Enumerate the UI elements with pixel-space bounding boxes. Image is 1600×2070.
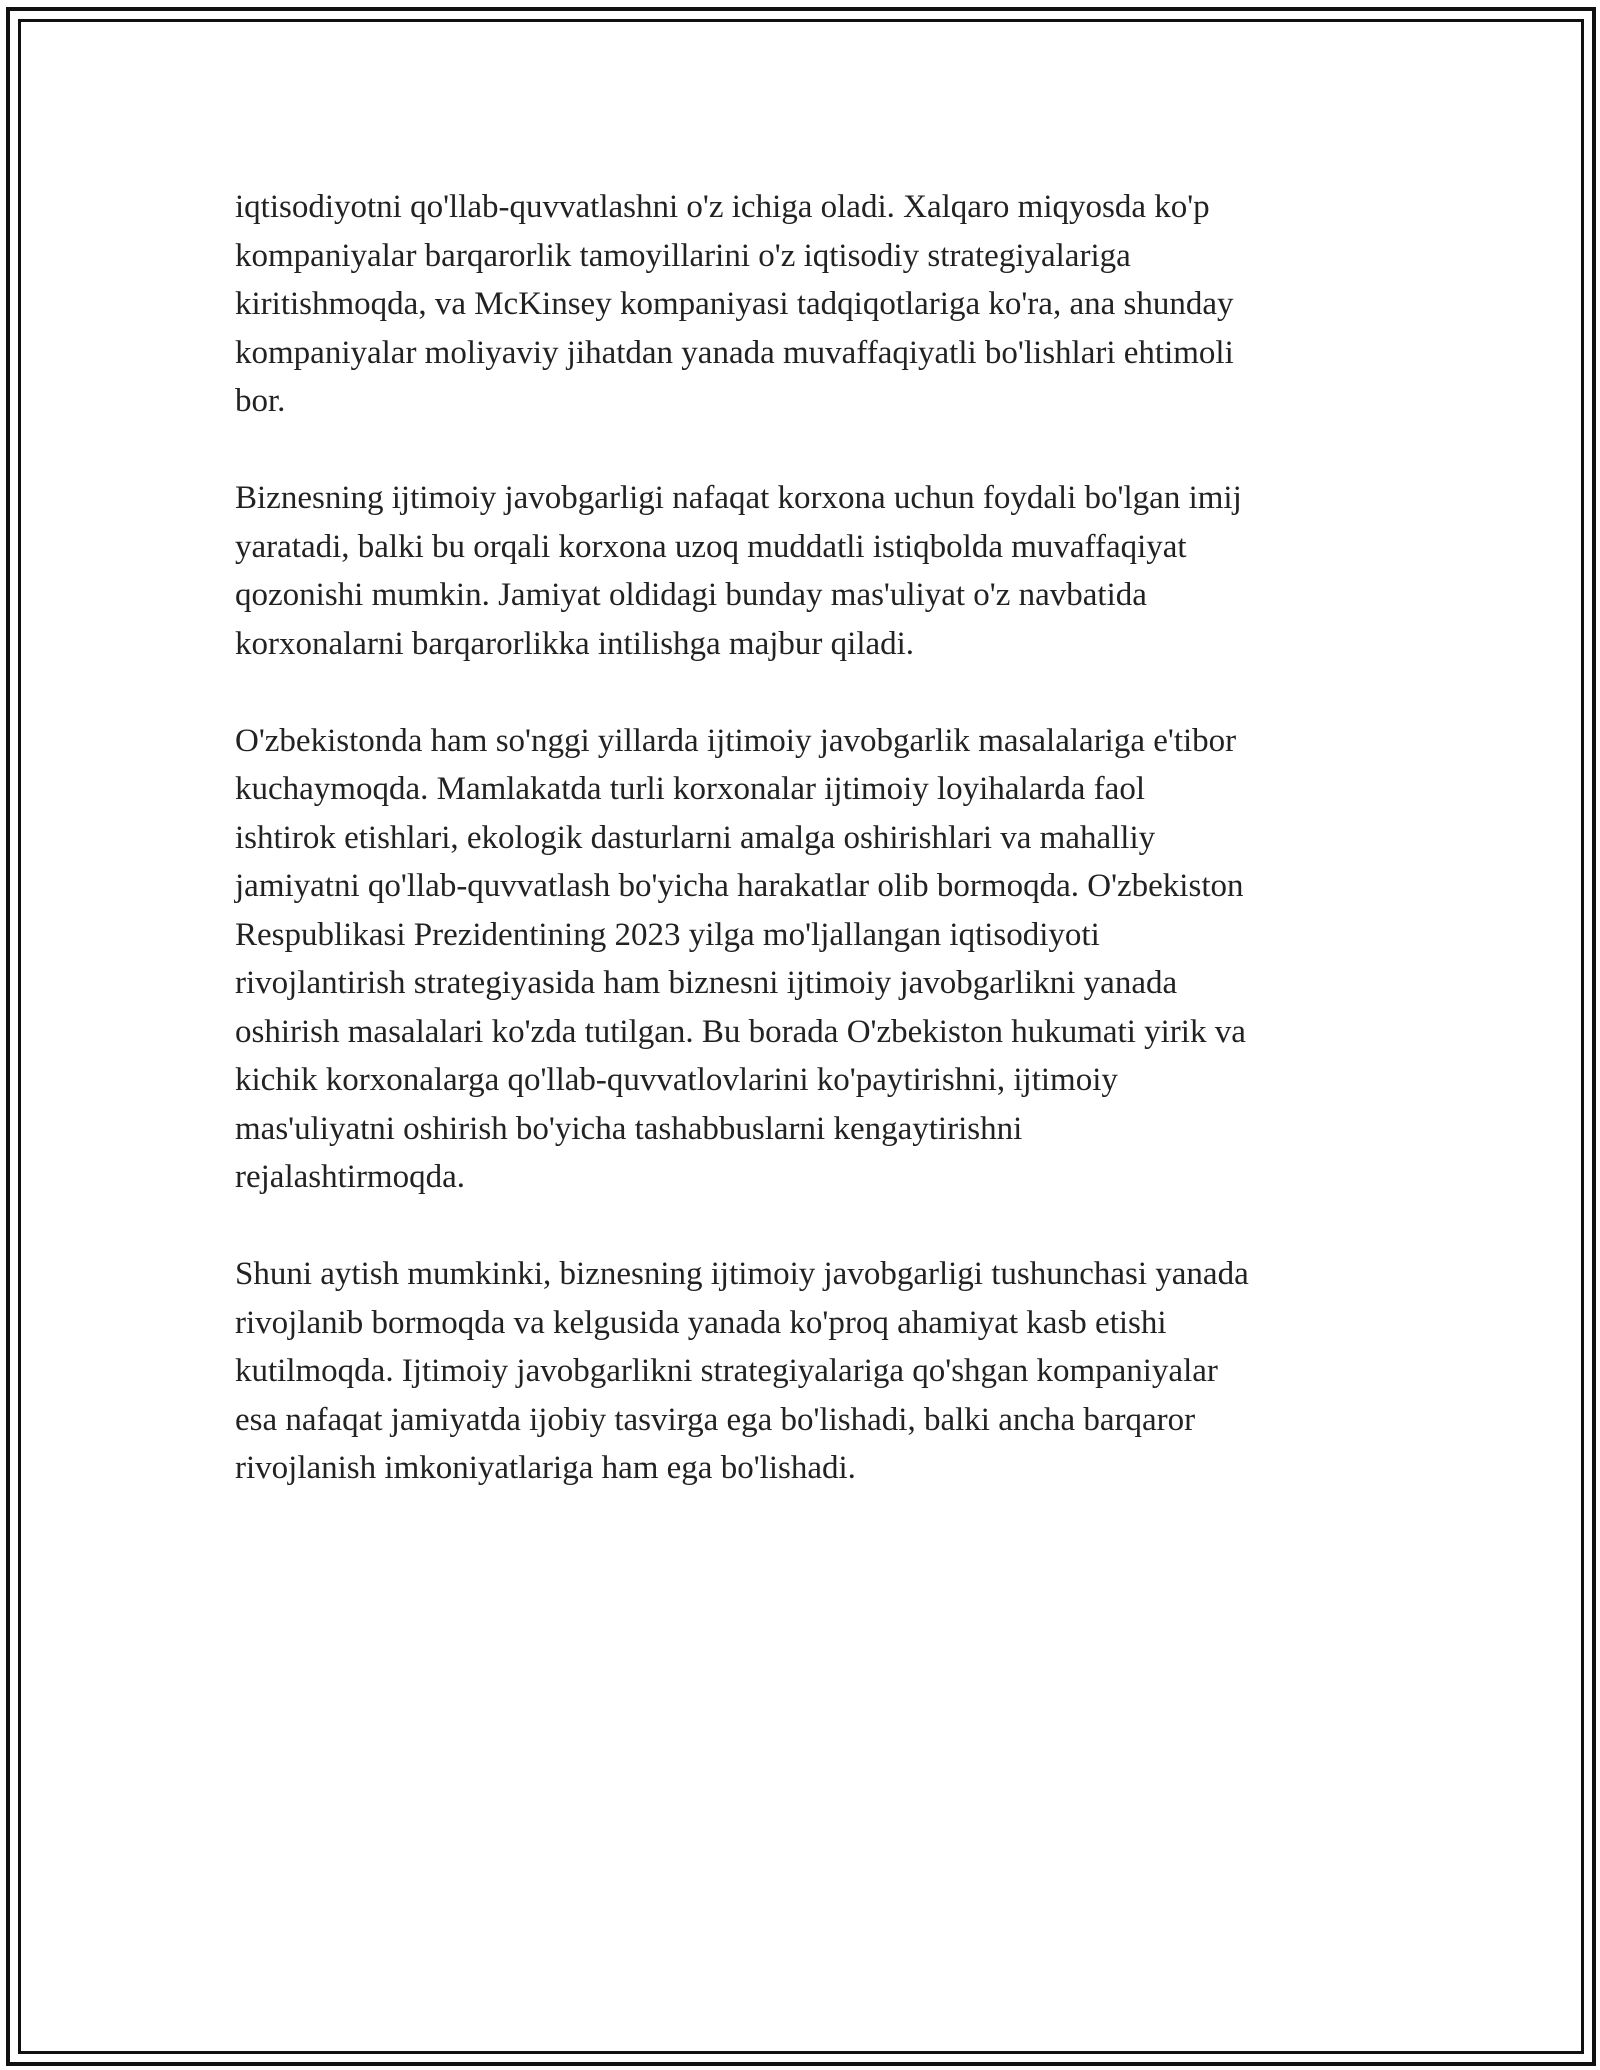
paragraph: iqtisodiyotni qo'llab-quvvatlashni o'z ichiga oladi. Xalqaro miqyosda ko'p kompaniyalar barqarorlik tamoyillarini o'z iqtisodiy strategiyalariga kiritishmoqda, va McKinsey kompaniyasi tadqiqotlariga ko'ra, ana shunday kompaniyalar moliyaviy jihatdan yanada muvaffaqiyatli bo'lishlari ehtimoli bor. (235, 189, 1234, 419)
document-body (235, 183, 1375, 1541)
paragraph: O'zbekistonda ham so'nggi yillarda ijtimoiy javobgarlik masalalariga e'tibor kuchaymoqda. Mamlakatda turli korxonalar ijtimoiy loyihalarda faol ishtirok etishlari, ekologik dasturlarni amalga oshirishlari va mahalliy jamiyatni qo'llab-quvvatlash bo'yicha harakatlar olib bormoqda. O'zbekiston Respublikasi Prezidentining 2023 yilga mo'ljallangan iqtisodiyoti rivojlantirish strategiyasida ham biznesni ijtimoiy javobgarlikni yanada oshirish masalalari ko'zda tutilgan. Bu borada O'zbekiston hukumati yirik va kichik korxonalarga qo'llab-quvvatlovlarini ko'paytirishni, ijtimoiy mas'uliyatni oshirish bo'yicha tashabbuslarni kengaytirishni rejalashtirmoqda. (235, 722, 1246, 1195)
paragraph: Shuni aytish mumkinki, biznesning ijtimoiy javobgarligi tushunchasi yanada rivojlanib bormoqda va kelgusida yanada ko'proq ahamiyat kasb etishi kutilmoqda. Ijtimoiy javobgarlikni strategiyalariga qo'shgan kompaniyalar esa nafaqat jamiyatda ijobiy tasvirga ega bo'lishadi, balki ancha barqaror rivojlanish imkoniyatlariga ham ega bo'lishadi. (235, 1256, 1249, 1486)
paragraph: Biznesning ijtimoiy javobgarligi nafaqat korxona uchun foydali bo'lgan imij yaratadi, balki bu orqali korxona uzoq muddatli istiqbolda muvaffaqiyat qozonishi mumkin. Jamiyat oldidagi bunday mas'uliyat o'z navbatida korxonalarni barqarorlikka intilishga majbur qiladi. (235, 480, 1242, 662)
